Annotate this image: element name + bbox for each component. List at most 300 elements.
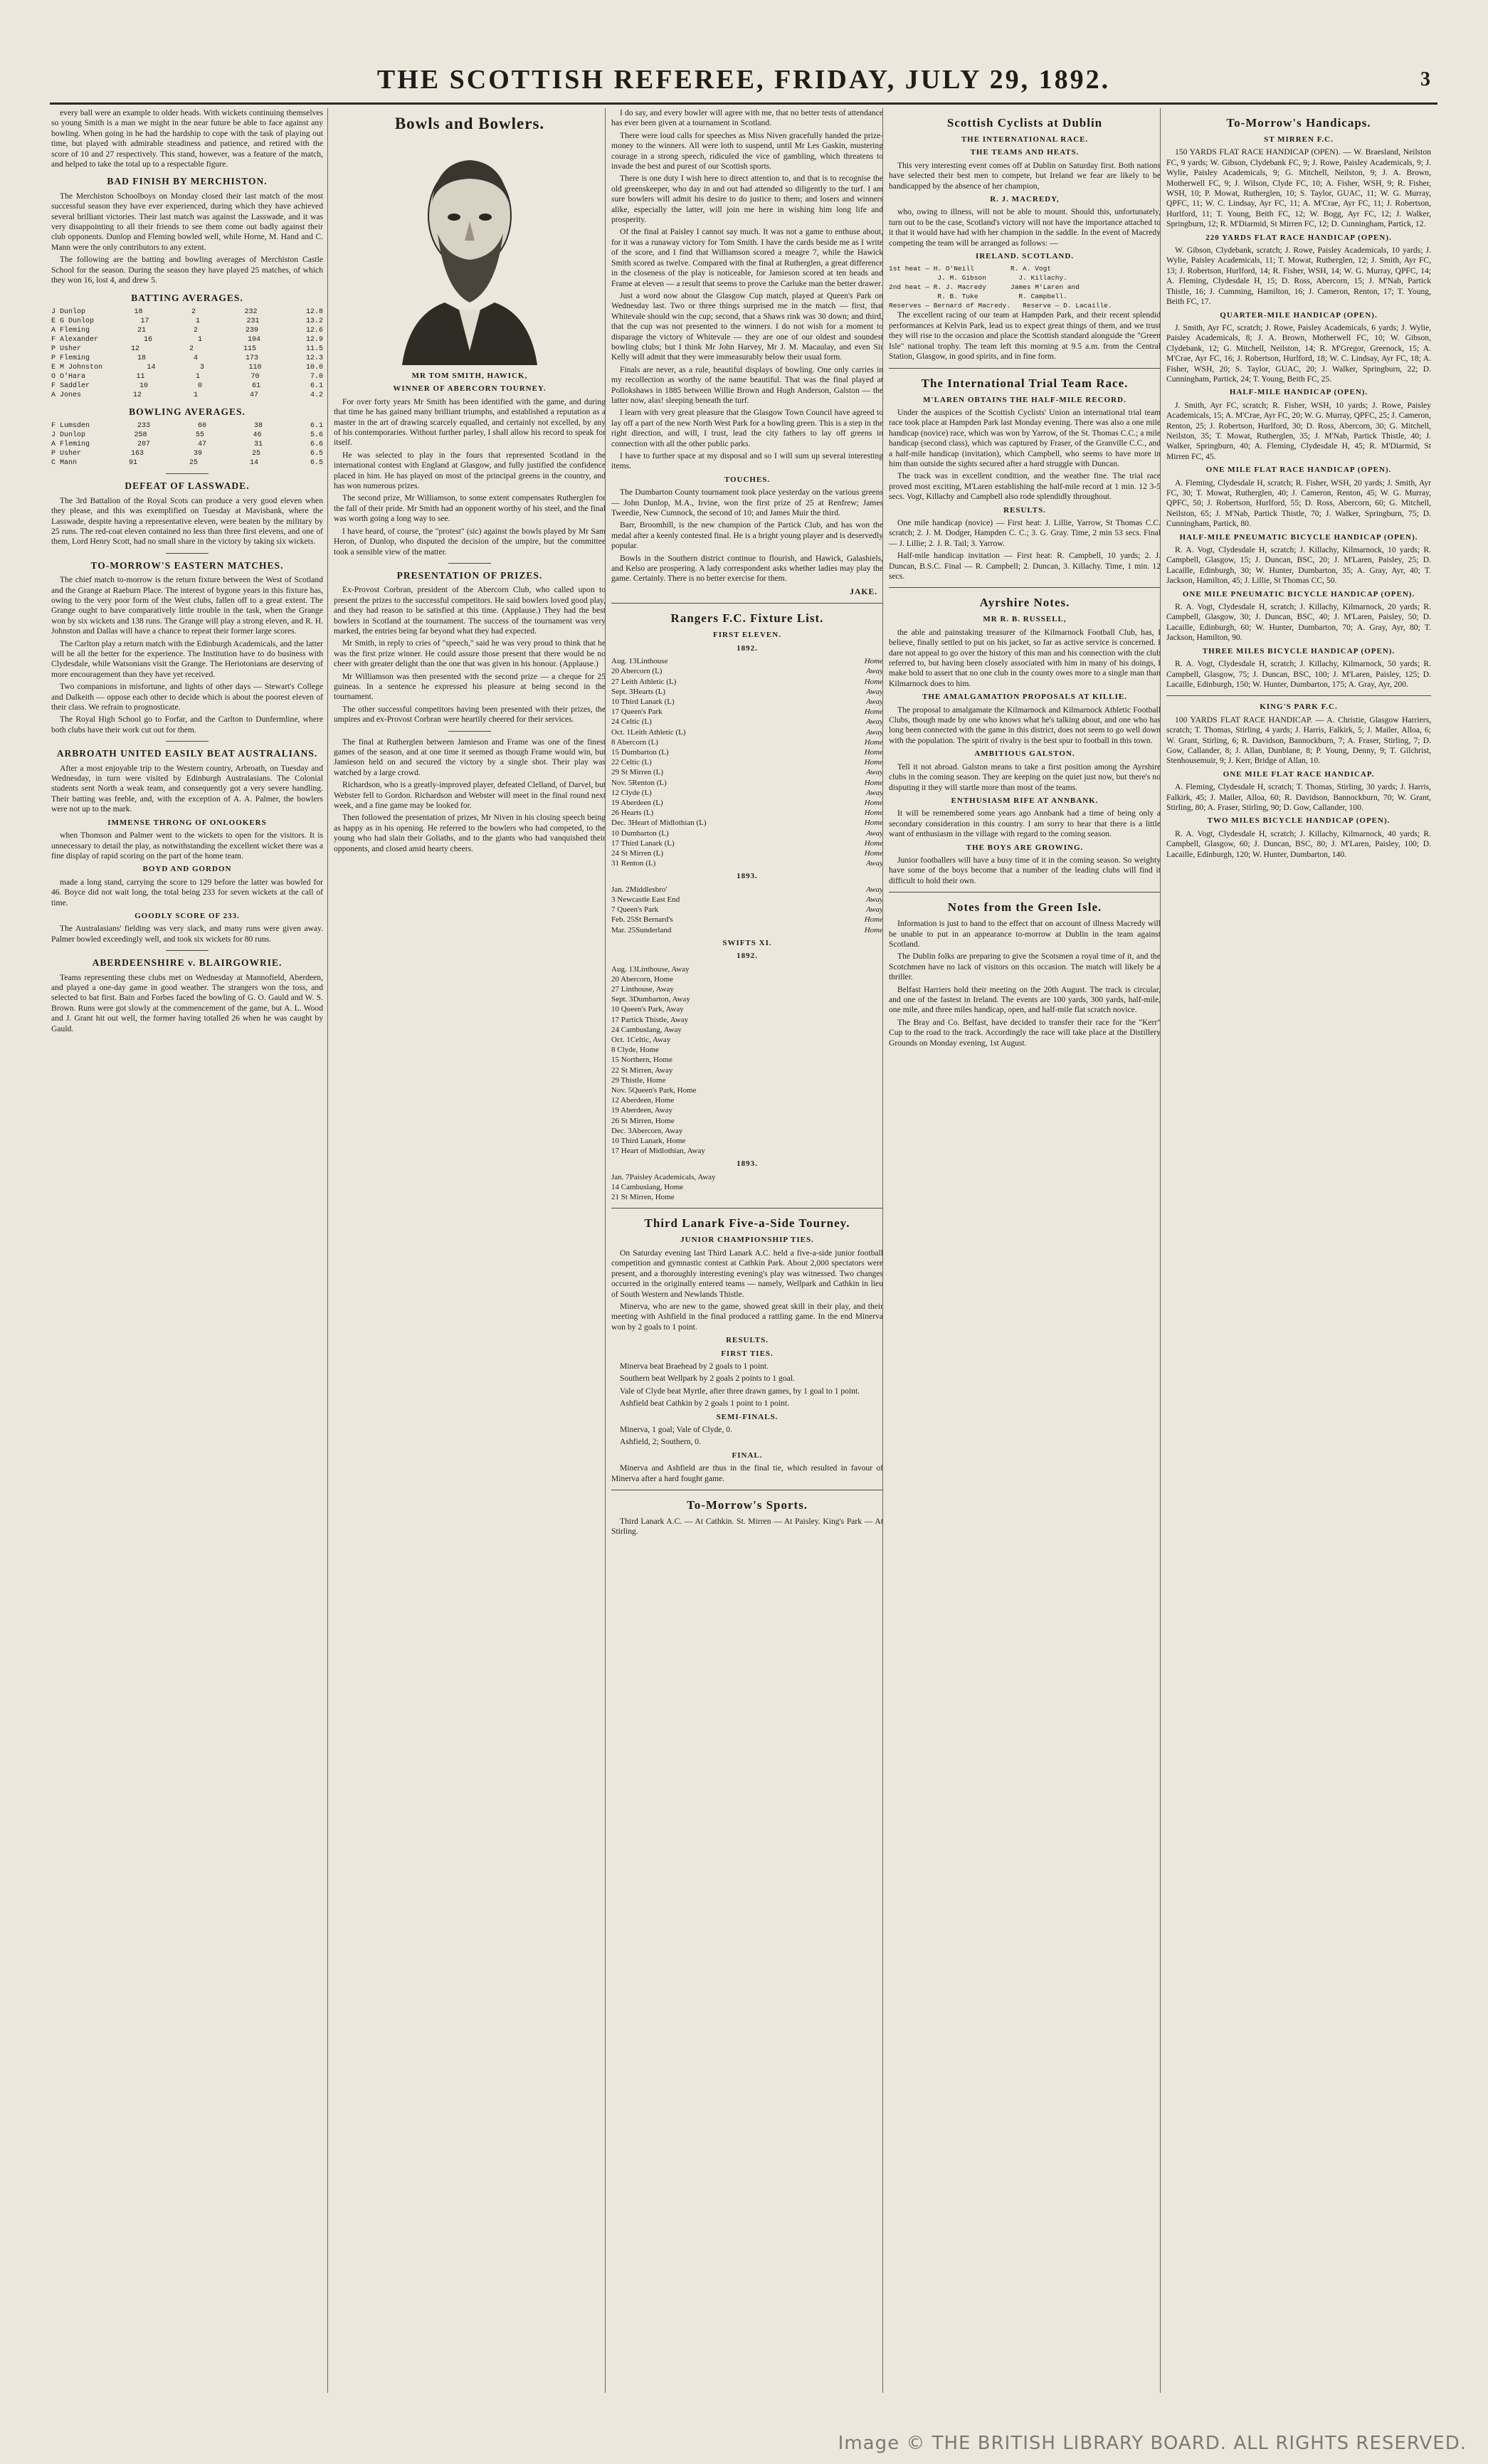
subheading: RESULTS. xyxy=(1003,505,1046,515)
article-paragraph: Mr Williamson was then presented with the second prize — a cheque for 25 guineas. In a sentence he expressed his pleasure at being second in the tournament. xyxy=(334,671,606,702)
year-label: 1893. xyxy=(737,872,758,881)
fixture-row-cell: Away xyxy=(866,717,883,727)
fixture-row-cell: Home xyxy=(864,657,883,666)
fixture-row xyxy=(611,885,883,895)
article-paragraph: Of the final at Paisley I cannot say much. It was not a game to enthuse about, for it was a runaway victory for Tom Smith. I have the cards beside me as I write of the score, and I find that Williamson scored a meagre 7, while the Hawick Smith scored as twelve. Compared with the final at Rutherglen, a great difference in the closeness of the play is noticeable, for Jamieson scored at ten heads and Frame at eleven — a result that seems to prove the Carluke man the better drawer. xyxy=(611,227,883,288)
fixture-row-cell: Away xyxy=(866,859,883,868)
subheading: THE BOYS ARE GROWING. xyxy=(966,843,1084,852)
fixture-row-cell: Away xyxy=(866,905,883,915)
fixture-row-cell: Home xyxy=(864,925,883,934)
article-paragraph: The track was in excellent condition, and the weather fine. The trial race proved most exciting, M'Laren establishing the half-mile record at 1 min. 12 3-5 secs. Vogt, Killachy and Campbell also rode splendidly throughout. xyxy=(889,471,1161,502)
bowling-row-cell: 6.6 xyxy=(310,441,323,449)
fixture-row-cell: Linthouse, Away xyxy=(636,964,690,974)
fixture-row-cell: Home xyxy=(864,915,883,925)
subheading: TWO MILES BICYCLE HANDICAP (OPEN). xyxy=(1207,816,1391,826)
fixture-row xyxy=(611,984,883,994)
subheading: FINAL. xyxy=(732,1451,763,1460)
fixture-row xyxy=(611,707,883,717)
article-paragraph: Junior footballers will have a busy time of it in the coming season. So weighty have some of the boys become that a number of the leading clubs will find it difficult to hold their own. xyxy=(889,855,1161,885)
fixture-row xyxy=(611,666,883,676)
handicap-list: 150 YARDS FLAT RACE HANDICAP (OPEN). — W. Braesland, Neilston FC, 9 yards; W. Gibson, Clydebank FC, 9; J. Rowe, Paisley Academicals, 9; J. Wylie, Paisley Academicals, 9; G. Mitchell, Neilston, 9; J. A. Brown, Motherwell FC, 9; J. Wilson, Clyde FC, 10; A. Fisher, WSH, 9; R. Fisher, WSH, 10; P. Mowat, Rutherglen, 10; S. Taylor, GUAC, 11; W. G. Murray, QPFC, 11; W. C. Lindsay, Ayr FC, 11; A. M'Crae, Ayr FC, 11; J. Robertson, Hurlford, 11; T. Young, Beith FC, 12; W. Bogg, Ayr FC, 12; J. Walker, Springburn, 12; R. M'Diarmid, St Mirren FC, 12; D. Cunningham, Partick, 12. xyxy=(1166,147,1431,229)
subheading: ONE MILE PNEUMATIC BICYCLE HANDICAP (OPEN). xyxy=(1182,589,1415,599)
fixture-row xyxy=(611,1126,883,1136)
batting-row-cell: 6.1 xyxy=(310,381,323,390)
bowling-row xyxy=(51,458,323,468)
result-line: Minerva beat Braehead by 2 goals to 1 point. xyxy=(620,1361,769,1371)
fixture-row xyxy=(611,848,883,858)
subheading: FIRST TIES. xyxy=(721,1349,774,1358)
byline-signature: JAKE. xyxy=(850,586,877,596)
article-paragraph: The Australasians' fielding was very slack, and many runs were given away. Palmer bowled exceedingly well, and took six wickets for 80 runs. xyxy=(51,924,323,944)
article-paragraph: who, owing to illness, will not be able to mount. Should this, unfortunately, turn out to be the case, Scotland's victory will not have the importance attached to it that it would have had with her champion in the saddle. In the event of Macredy competing the team will be arranged as follows: — xyxy=(889,207,1161,248)
batting-row-cell: A Fleming xyxy=(51,326,90,335)
fixture-row-cell: Away xyxy=(866,895,883,904)
fixture-row-cell: Sept. 3 xyxy=(611,995,633,1004)
divider xyxy=(448,563,491,564)
fixture-row-cell: Away xyxy=(866,687,883,696)
article-paragraph: The final at Rutherglen between Jamieson and Frame was one of the finest games of the season, and at one time it seemed as though Frame would win, but Jamieson held on and secured the victory by a single shot. Their play was watched by a large crowd. xyxy=(334,737,606,777)
fixture-row xyxy=(611,915,883,925)
fixture-row-cell: Home xyxy=(864,737,883,747)
article-paragraph: The Carlton play a return match with the Edinburgh Academicals, and the latter will be all the better for the experience. The Institution have to do business with Clydesdale, while Watsonians visit the Grange. The Heriotonians are deserving of more encouragement than they have yet received. xyxy=(51,638,323,679)
handicap-list: R. A. Vogt, Clydesdale H, scratch; J. Killachy, Kilmarnock, 10 yards; R. Campbell, Glasgow, 15; J. Duncan, BSC, 20; J. M'Laren, Paisley, 25; D. Lacaille, Edinburgh, 30; W. Hunter, Dumbarton, 35; A. Gray, Ayr, 40; T. Jackson, Hamilton, 45; J. Lillie, St Thomas CC, 50. xyxy=(1166,545,1431,586)
copyright-footer: Image © THE BRITISH LIBRARY BOARD. ALL RIGHTS RESERVED. xyxy=(838,2433,1467,2454)
batting-row-cell: A Jones xyxy=(51,391,82,399)
article-paragraph: There were loud calls for speeches as Miss Niven gracefully handed the prize-money to the winners. All were loth to suspend, until Mr Les Gaskin, mustering courage in a strong speech, ridiculed the vice of gambling, which threatens to invade the best and purest of our Scottish sports. xyxy=(611,130,883,172)
section-heading: BATTING AVERAGES. xyxy=(131,292,243,303)
masthead-title: THE SCOTTISH REFEREE, FRIDAY, JULY 29, 1892. xyxy=(376,65,1111,95)
divider xyxy=(166,473,209,474)
handicap-list: R. A. Vogt, Clydesdale H, scratch; J. Killachy, Kilmarnock, 50 yards; R. Campbell, Glasgow, 75; J. Duncan, BSC, 100; J. M'Laren, Paisley, 125; D. Lacaille, Edinburgh, 150; W. Hunter, Dumbarton, 175; A. Gray, Ayr, 200. xyxy=(1166,659,1431,689)
fixture-row xyxy=(611,798,883,808)
fixture-row-cell: Away xyxy=(866,667,883,676)
fixture-row-cell: Away xyxy=(866,885,883,894)
fixture-row xyxy=(611,1015,883,1025)
fixture-row-cell: Dec. 3 xyxy=(611,1126,632,1135)
article-heading: Bowls and Bowlers. xyxy=(394,115,545,132)
article-paragraph: Bowls in the Southern district continue to flourish, and Hawick, Galashiels, and Kelso are prospering. A lady correspondent asks whether ladies may play the game. Certainly. There is no better exercise for them. xyxy=(611,553,883,584)
bowling-row-cell: 25 xyxy=(251,450,260,458)
divider xyxy=(1166,695,1431,696)
batting-row-cell: 10.0 xyxy=(305,363,323,372)
article-paragraph: The Bray and Co. Belfast, have decided to transfer their race for the "Kerr" Cup to the road to the track. Accordingly the race will take place at the Distillery Grounds on Monday evening, 1st August. xyxy=(889,1017,1161,1048)
fixture-row-cell: Abercorn, Away xyxy=(631,1126,683,1135)
handicap-list: A. Fleming, Clydesdale H, scratch; R. Fisher, WSH, 20 yards; J. Smith, Ayr FC, 30; T. Mowat, Rutherglen, 40; J. Cameron, Renton, 45; W. G. Murray, QPFC, 50; J. Robertson, Hurlford, 55; D. Ross, Abercorn, 60; G. Mitchell, Neilston, 65; J. M'Nab, Partick Thistle, 70; J. Walker, Springburn, 75; D. Cunningham, Partick, 80. xyxy=(1166,478,1431,529)
bowling-row-cell: 5.6 xyxy=(310,431,323,440)
fixture-row-cell: 17 Queen's Park xyxy=(611,707,663,717)
year-label: 1892. xyxy=(737,952,758,961)
fixture-row xyxy=(611,677,883,687)
fixture-list-first-eleven-1893 xyxy=(611,885,883,935)
fixture-row xyxy=(611,747,883,757)
subheading: SWIFTS XI. xyxy=(722,938,772,947)
bowling-row-cell: 25 xyxy=(189,459,198,468)
batting-row-cell: J Dunlop xyxy=(51,307,86,316)
subheading: FIRST ELEVEN. xyxy=(713,631,781,640)
page-number: 3 xyxy=(1420,68,1430,90)
fixture-row-cell: Home xyxy=(864,677,883,686)
subheading: IMMENSE THRONG OF ONLOOKERS xyxy=(107,818,267,827)
subheading: SEMI-FINALS. xyxy=(716,1412,779,1421)
article-heading: Third Lanark Five-a-Side Tourney. xyxy=(644,1216,850,1231)
article-paragraph: when Thomson and Palmer went to the wickets to open for the visitors. It is unnecessary to detail the play, as notwithstanding the excellent wicket there was a fine display of rapid scoring on the part of the home team. xyxy=(51,831,323,860)
fixture-row-cell: Linthouse xyxy=(636,657,668,666)
fixture-row xyxy=(611,964,883,974)
fixture-row-cell: 20 Abercorn, Home xyxy=(611,974,674,984)
article-paragraph: made a long stand, carrying the score to 129 before the latter was bowled for 46. Boyce did not wait long, the total being 233 for seven wickets at the call of time. xyxy=(51,877,323,907)
section-heading: TO-MORROW'S EASTERN MATCHES. xyxy=(90,559,284,571)
article-paragraph: Two companions in misfortune, and lights of other days — Stewart's College and Dalkeith — oppose each other to decide which is about the poorest eleven of their class. We refrain to prognosticate. xyxy=(51,682,323,712)
article-paragraph: Teams representing these clubs met on Wednesday at Mannofield, Aberdeen, and played a one-day game in good weather. The strangers won the toss, and selected to bat first. Bain and Forbes faced the bowling of G. O. Gauld and W. S. Brown. Runs were got slowly at the commencement of the game, but A. L. Wood and J. Grant hit out well, the former having totalled 26 when he was caught by Gauld. xyxy=(51,972,323,1033)
portrait-caption: MR TOM SMITH, HAWICK, xyxy=(411,372,528,380)
article-paragraph: The excellent racing of our team at Hampden Park, and their recent splendid performances at Kelvin Park, lead us to expect great things of them, and we trust they will rise to the occasion and place the Scottish standard alongside the "Green Isle" national trophy. The team left this morning at 9.5 a.m. from the Central Station, Glasgow, in good spirits, and in fine form. xyxy=(889,310,1161,362)
subheading: ONE MILE FLAT RACE HANDICAP (OPEN). xyxy=(1205,465,1392,475)
fixture-row-cell: Hearts (L) xyxy=(633,687,666,696)
fixture-row xyxy=(611,1085,883,1095)
subheading: THREE MILES BICYCLE HANDICAP (OPEN). xyxy=(1202,646,1395,656)
handicap-list: W. Gibson, Clydebank, scratch; J. Rowe, Paisley Academicals, 10 yards; J. Wylie, Paisley Academicals, 11; T. Mowat, Rutherglen, 12; J. Smith, Ayr FC, 13; J. Robertson, Hurlford, 14; R. Fisher, WSH, 14; W. G. Murray, QPFC, 14; A. Fleming, Clydesdale H, 15; D. Ross, Abercorn, 15; J. M'Nab, Partick Thistle, 16; J. Cumming, Hamilton, 16; J. Cameron, Renton, 17; T. Young, Beith FC, 17. xyxy=(1166,246,1431,307)
fixture-row xyxy=(611,1192,883,1202)
fixture-row-cell: Home xyxy=(864,747,883,757)
batting-row-cell: 1 xyxy=(195,372,200,381)
bowling-row-cell: 6.5 xyxy=(310,450,323,458)
section-heading: ARBROATH UNITED EASILY BEAT AUSTRALIANS. xyxy=(56,748,318,759)
fixture-row-cell: 22 Celtic (L) xyxy=(611,758,652,767)
teams-heading: IRELAND. SCOTLAND. xyxy=(975,252,1075,261)
result-line: Minerva and Ashfield are thus in the final tie, which resulted in favour of Minerva after a hard fought game. xyxy=(611,1463,883,1483)
subheading: QUARTER-MILE HANDICAP (OPEN). xyxy=(1220,310,1378,320)
subheading: R. J. MACREDY, xyxy=(990,195,1060,204)
handicap-list: R. A. Vogt, Clydesdale H, scratch; J. Killachy, Kilmarnock, 40 yards; R. Campbell, Glasgow, 60; J. Duncan, BSC, 80; J. M'Laren, Paisley, 100; D. Lacaille, Edinburgh, 120; W. Hunter, Dumbarton, 140. xyxy=(1166,828,1431,859)
fixture-row xyxy=(611,1182,883,1192)
fixture-row-cell: 21 St Mirren, Home xyxy=(611,1193,675,1202)
batting-table xyxy=(51,307,323,400)
batting-row-cell: 14 xyxy=(147,363,156,372)
section-heading: BOWLING AVERAGES. xyxy=(129,406,246,417)
bowling-row-cell: 47 xyxy=(197,441,206,449)
fixture-row-cell: Home xyxy=(864,798,883,807)
fixture-row-cell: Leith Athletic (L) xyxy=(630,727,686,737)
article-paragraph: The second prize, Mr Williamson, to some extent compensates Rutherglen for the fall of their pride. Mr Smith had an opponent worthy of his steel, and the final was worth going a long way to see. xyxy=(334,493,606,524)
article-paragraph: The Dumbarton County tournament took place yesterday on the various greens — John Dunlop, M.A., Irvine, won the first prize of 25 at Renfrew; James Tweedie, New Cumnock, the second of 10; and James Muir the third. xyxy=(611,488,883,518)
fixture-row-cell: 17 Partick Thistle, Away xyxy=(611,1015,689,1024)
fixture-row xyxy=(611,1116,883,1126)
fixture-row xyxy=(611,1136,883,1146)
handicap-list: R. A. Vogt, Clydesdale H, scratch; J. Killachy, Kilmarnock, 20 yards; R. Campbell, Glasgow, 30; J. Duncan, BSC, 40; J. M'Laren, Paisley, 50; D. Lacaille, Edinburgh, 60; W. Hunter, Dumbarton, 70; A. Gray, Ayr, 80; T. Jackson, Hamilton, 90. xyxy=(1166,602,1431,643)
section-heading: PRESENTATION OF PRIZES. xyxy=(396,569,543,581)
batting-row-cell: 16 xyxy=(143,335,152,344)
article-paragraph: I do say, and every bowler will agree with me, that no better tests of attendance has ever been given at a tournament in Scotland. xyxy=(611,108,883,128)
fixture-row-cell: 22 St Mirren, Away xyxy=(611,1065,673,1075)
fixture-row-cell: 26 Hearts (L) xyxy=(611,809,654,818)
bowling-row xyxy=(51,431,323,440)
batting-row-cell: 13.2 xyxy=(305,317,323,325)
handicap-list: J. Smith, Ayr FC, scratch; R. Fisher, WSH, 10 yards; J. Rowe, Paisley Academicals, 15; A. M'Crae, Ayr FC, 20; W. G. Murray, QPFC, 25; J. Cameron, Renton, 25; J. Robertson, Hurlford, 30; D. Ross, Abercorn, 30; G. Mitchell, Neilston, 35; T. Mowat, Rutherglen, 35; J. M'Nab, Partick Thistle, 40; J. Walker, Springburn, 40; A. Fleming, Clydesdale H, 45; R. M'Diarmid, St Mirren FC, 45. xyxy=(1166,400,1431,461)
article-paragraph: Just a word now about the Glasgow Cup match, played at Queen's Park on Wednesday last. Two or three things surprised me in the match — first, that Whitevale should win the cup; second, that a Shaws rink was 30 down; and third, that the cup was not presented to the winners. I do not wish for a moment to disparage the victory of Whitevale — they are one of our oldest and soundest bowling clubs; but I think Mr John Harvey, Mr J. M. Macaulay, and even Sir Kelly will admit that they were immeasurably below their usual form. xyxy=(611,290,883,362)
subheading: HALF-MILE HANDICAP (OPEN). xyxy=(1229,388,1368,397)
batting-row xyxy=(51,344,323,354)
batting-row xyxy=(51,363,323,372)
section-heading: BAD FINISH BY MERCHISTON. xyxy=(107,176,268,187)
article-paragraph: Barr, Broomhill, is the new champion of the Partick Club, and has won the medal after a keenly contested final. He is a bright young player and is deservedly popular. xyxy=(611,520,883,551)
fixture-row-cell: 14 Cambuslang, Home xyxy=(611,1183,684,1192)
batting-row xyxy=(51,307,323,317)
bowling-row-cell: 6.1 xyxy=(310,422,323,431)
fixture-row xyxy=(611,1045,883,1055)
subheading: THE INTERNATIONAL RACE. xyxy=(961,135,1089,144)
fixture-row xyxy=(611,1004,883,1014)
article-paragraph: Half-mile handicap invitation — First heat: R. Campbell, 10 yards; 2. J. Duncan, B.S.C. Final — R. Campbell; 2. Duncan, 3. Killachy. Time, 1 min. 12 secs. xyxy=(889,551,1161,581)
bowling-row-cell: J Dunlop xyxy=(51,431,86,440)
article-paragraph: He was selected to play in the fours that represented Scotland in the international contest with England at Glasgow, and fully justified the confidence placed in him. He has played on most of the principal greens in the country, and has won numerous prizes. xyxy=(334,450,606,491)
article-paragraph: The Royal High School go to Forfar, and the Carlton to Dunfermline, where both clubs have their work cut out for them. xyxy=(51,715,323,735)
fixture-row-cell: Aug. 13 xyxy=(611,964,637,974)
fixture-row xyxy=(611,656,883,666)
batting-row-cell: 70 xyxy=(250,372,260,381)
divider xyxy=(889,892,1161,893)
article-paragraph: Mr Smith, in reply to cries of "speech," said he was very proud to think that he was the first prize winner. He could assure those present that there would be no cheer with greater delight than the one that was given in his honour. (Applause.) xyxy=(334,638,606,669)
fixture-row xyxy=(611,818,883,828)
team-line: 2nd heat — R. J. Macredy James M'Laren and xyxy=(889,283,1080,292)
article-paragraph: The 3rd Battalion of the Royal Scots can produce a very good eleven when they please, and this was exemplified on Tuesday at Mavisbank, where the Lasswade, despite having a representative eleven, were beaten by the military by 25 runs. The red-coat eleven contained no less than three first elevens, and one of them, Lord Henry Scott, had no small share in the victory by taking six wickets. xyxy=(51,495,323,547)
result-line: Ashfield beat Cathkin by 2 goals 1 point to 1 point. xyxy=(620,1399,789,1409)
article-paragraph: I have heard, of course, the "protest" (sic) against the bowls played by Mr Sam Heron, of Dunlop, who disputed the decision of the umpire, but the committee took a sensible view of the matter. xyxy=(334,526,606,557)
fixture-row xyxy=(611,1035,883,1045)
bowling-row xyxy=(51,421,323,431)
batting-row xyxy=(51,391,323,400)
fixture-row-cell: Celtic, Away xyxy=(630,1036,671,1045)
fixture-row-cell: 27 Leith Athletic (L) xyxy=(611,677,677,686)
fixture-row-cell: Home xyxy=(864,838,883,848)
subheading: THE TEAMS AND HEATS. xyxy=(970,148,1080,157)
subheading: BOYD AND GORDON xyxy=(142,865,232,874)
fixture-row-cell: 7 Queen's Park xyxy=(611,905,659,915)
subheading: M'LAREN OBTAINS THE HALF-MILE RECORD. xyxy=(923,395,1126,404)
fixture-row-cell: Home xyxy=(864,707,883,717)
fixture-row xyxy=(611,1025,883,1035)
fixture-row xyxy=(611,727,883,737)
fixture-row xyxy=(611,757,883,767)
article-paragraph: The chief match to-morrow is the return fixture between the West of Scotland and the Grange at Raeburn Place. The interest of bygone years in this fixture has, owing to the very poor form of the West clubs, fallen off to a great extent. The Grange ought to have comparatively little trouble in the task, when the Grange won by six wickets and 138 runs. The Grange will play a strong eleven, and R. H. Johnston and Dallas will have a chance to repeat their former large scores. xyxy=(51,575,323,636)
fixture-row-cell: Oct. 1 xyxy=(611,1036,630,1045)
fixture-row-cell: Dumbarton, Away xyxy=(633,995,690,1004)
fixture-row-cell: Away xyxy=(866,697,883,706)
fixture-row xyxy=(611,697,883,707)
divider xyxy=(889,587,1161,588)
divider xyxy=(166,950,209,951)
subheading: TOUCHES. xyxy=(724,475,771,484)
fixture-row-cell: Nov. 5 xyxy=(611,778,633,787)
fixture-row-cell: Jan. 2 xyxy=(611,885,630,894)
fixture-row xyxy=(611,1146,883,1156)
fixture-row-cell: Mar. 25 xyxy=(611,925,636,934)
article-paragraph: Third Lanark A.C. — At Cathkin. St. Mirren — At Paisley. King's Park — At Stirling. xyxy=(611,1517,883,1537)
batting-row-cell: 2 xyxy=(189,344,194,353)
team-line: R. B. Tuke R. Campbell. xyxy=(889,293,1067,301)
column-bowls xyxy=(327,108,606,2393)
fixture-row xyxy=(611,974,883,984)
fixture-row-cell: 20 Abercorn (L) xyxy=(611,667,663,676)
batting-row-cell: 10 xyxy=(139,381,148,390)
fixture-row-cell: 26 St Mirren, Home xyxy=(611,1116,675,1125)
fixture-row-cell: Dec. 3 xyxy=(611,818,632,828)
fixture-row xyxy=(611,767,883,777)
fixture-row-cell: Sunderland xyxy=(635,925,672,934)
result-line: Vale of Clyde beat Myrtle, after three drawn games, by 1 goal to 1 point. xyxy=(620,1386,860,1396)
fixture-row xyxy=(611,737,883,747)
batting-row-cell: 61 xyxy=(251,381,260,390)
fixture-row-cell: 24 Cambuslang, Away xyxy=(611,1025,682,1034)
batting-row-cell: E M Johnston xyxy=(51,363,103,372)
article-heading: Rangers F.C. Fixture List. xyxy=(670,611,824,626)
article-paragraph: Then followed the presentation of prizes, Mr Niven in his closing speech being as happy as in his opening. He referred to the bowlers who had competed, to the young who had slain their Goliaths, and to the giants who had vanquished their opponents, and closed amid hearty cheers. xyxy=(334,813,606,853)
fixture-row-cell: Nov. 5 xyxy=(611,1086,633,1095)
batting-row xyxy=(51,372,323,381)
fixture-row-cell: Aug. 13 xyxy=(611,657,637,666)
batting-row-cell: 231 xyxy=(246,317,260,325)
fixture-row xyxy=(611,858,883,868)
batting-row-cell: 4.2 xyxy=(310,391,323,399)
fixture-row-cell: Sept. 3 xyxy=(611,687,633,696)
batting-row-cell: 173 xyxy=(245,354,258,362)
batting-row xyxy=(51,326,323,335)
batting-row-cell: 12 xyxy=(130,344,139,353)
article-paragraph: I have to further space at my disposal and so I will sum up several interesting items. xyxy=(611,451,883,471)
batting-row-cell: F Saddler xyxy=(51,381,90,390)
batting-row-cell: 12 xyxy=(132,391,142,399)
subheading: THE AMALGAMATION PROPOSALS AT KILLIE. xyxy=(922,693,1127,702)
article-heading: Scottish Cyclists at Dublin xyxy=(946,116,1103,130)
result-line: Ashfield, 2; Southern, 0. xyxy=(620,1437,701,1447)
fixture-row-cell: Middlesbro' xyxy=(629,885,668,894)
batting-row-cell: 11 xyxy=(136,372,145,381)
bowling-row-cell: C Mann xyxy=(51,459,78,468)
article-paragraph: It will be remembered some years ago Annbank had a time of being only a secondary consideration in this country. I am sorry to hear that there is a little want of enthusiasm in the village with regard to the coming season. xyxy=(889,809,1161,839)
article-paragraph: One mile handicap (novice) — First heat: J. Lillie, Yarrow, St Thomas C.C. scratch; 2. J. M. Dodger, Hampden C. C.; 3. G. Gray. Time, 2 min 53 secs. Final — J. Lillie; 2. J. R. Tail; 3. Yarrow. xyxy=(889,517,1161,548)
fixture-row-cell: 31 Renton (L) xyxy=(611,859,656,868)
fixture-row xyxy=(611,895,883,905)
article-paragraph: After a most enjoyable trip to the Western country, Arbroath, on Tuesday and Wednesday, in turn were visited by Edinburgh Australasians. The Colonial students sent North a weak team, and consequently got a very severe handling. Their batting was feeble, and, with the exception of A. A. Palmer, the bowlers were not up to the mark. xyxy=(51,763,323,814)
team-line: J. M. Gibson J. Killachy. xyxy=(889,274,1067,283)
batting-row-cell: 47 xyxy=(249,391,258,399)
fixture-row-cell: Home xyxy=(864,848,883,858)
fixture-row xyxy=(611,1172,883,1182)
divider xyxy=(889,368,1161,369)
batting-row-cell: 18 xyxy=(137,354,146,362)
handicap-list: 100 YARDS FLAT RACE HANDICAP. — A. Christie, Glasgow Harriers, scratch; T. Thomas, Stirling, 4 yards; J. Harris, Falkirk, 5; J. Mailer, Alloa, 6; W. Grant, Stirling, 6; R. Davidson, Bannockburn, 7; A. Fraser, Stirling, 7; D. Gow, Callander, 8; J. Allan, Dunblane, 8; P. Young, Denny, 9; T. Gilchrist, Stenhousemuir, 9; J. Kerr, Bridge of Allan, 10. xyxy=(1166,715,1431,766)
bowling-row-cell: 91 xyxy=(128,459,137,468)
fixture-row xyxy=(611,994,883,1004)
bowling-row-cell: 207 xyxy=(137,441,150,449)
article-paragraph: every ball were an example to older heads. With wickets continuing themselves so young Smith is a man we might in the near future be able to face against any bowling. When going in he had the hardship to cope with the task of playing out time, but played with admirable steadiness and patience, and retired with the score of 10 and 27 respectively. This stand, however, was a feature of the match, and helped to take the total up to a respectable figure. xyxy=(51,108,323,169)
fixture-row-cell: 15 Northern, Home xyxy=(611,1055,672,1065)
fixture-row-cell: 29 Thistle, Home xyxy=(611,1075,666,1085)
fixture-row-cell: 19 Aberdeen (L) xyxy=(611,798,663,807)
article-heading: Notes from the Green Isle. xyxy=(947,900,1102,915)
teams-table xyxy=(889,264,1161,310)
fixture-row-cell: 10 Queen's Park, Away xyxy=(611,1005,684,1014)
fixture-row-cell: 8 Abercorn (L) xyxy=(611,737,658,747)
subheading: JUNIOR CHAMPIONSHIP TIES. xyxy=(680,1236,814,1245)
bowling-row-cell: 6.5 xyxy=(310,459,323,468)
fixture-row xyxy=(611,1065,883,1075)
divider xyxy=(611,603,883,604)
fixture-row-cell: 10 Dumbarton (L) xyxy=(611,828,669,838)
fixture-list-swifts xyxy=(611,964,883,1157)
fixture-row xyxy=(611,687,883,697)
section-heading: ABERDEENSHIRE v. BLAIRGOWRIE. xyxy=(92,957,283,969)
subheading: ENTHUSIASM RIFE AT ANNBANK. xyxy=(951,796,1099,805)
article-paragraph: The other successful competitors having been presented with their prizes, the umpires and ex-Provost Corbran were heartily cheered for their services. xyxy=(334,704,606,725)
fixture-row-cell: Home xyxy=(864,758,883,767)
subheading: GOODLY SCORE OF 233. xyxy=(134,911,240,920)
fixture-row-cell: Away xyxy=(866,727,883,737)
divider xyxy=(166,741,209,742)
bowling-row-cell: 38 xyxy=(253,422,263,431)
subheading: AMBITIOUS GALSTON. xyxy=(974,749,1075,759)
result-line: Southern beat Wellpark by 2 goals 2 points to 1 goal. xyxy=(620,1374,795,1384)
bowling-row-cell: 46 xyxy=(253,431,262,440)
fixture-row-cell: Home xyxy=(864,818,883,828)
team-line: Reserves — Bernard of Macredy. Reserve — D. Lacaille. xyxy=(889,302,1112,310)
article-heading: To-Morrow's Sports. xyxy=(686,1498,808,1512)
batting-row xyxy=(51,354,323,363)
team-line: 1st heat — H. O'Neill R. A. Vogt xyxy=(889,265,1052,273)
batting-row-cell: 1 xyxy=(195,317,200,325)
batting-row-cell: 17 xyxy=(140,317,149,325)
divider xyxy=(166,553,209,554)
article-paragraph: I learn with very great pleasure that the Glasgow Town Council have agreed to lay off a part of the new North West Park for a bowling green. This is a step in the right direction, and will, I trust, lead the city fathers to lay off greens in connection with all the other public parks. xyxy=(611,408,883,448)
fixture-row xyxy=(611,925,883,935)
batting-row-cell: 7.0 xyxy=(310,372,323,381)
fixture-row-cell: 15 Dumbarton (L) xyxy=(611,747,669,757)
bowling-row-cell: 39 xyxy=(193,450,202,458)
batting-row-cell: 18 xyxy=(134,307,143,316)
fixture-row xyxy=(611,1055,883,1065)
article-paragraph: For over forty years Mr Smith has been identified with the game, and during that time he has gained many brilliant triumphs, and established a reputation as a master in the art of drawing scarcely equalled, and certainly not excelled, by any of his contemporaries. Without further parley, I shall allow his record to speak for itself. xyxy=(334,396,606,448)
batting-row-cell: 115 xyxy=(243,344,256,353)
bowling-row-cell: 55 xyxy=(195,431,204,440)
batting-row-cell: 11.5 xyxy=(305,344,323,353)
article-paragraph: This very interesting event comes off at Dublin on Saturday first. Both nations have selected their best men to compete, but Ireland we fear are likely to be handicapped by the absence of her champion, xyxy=(889,160,1161,191)
subheading: 220 YARDS FLAT RACE HANDICAP (OPEN). xyxy=(1205,233,1392,242)
fixture-row xyxy=(611,808,883,818)
fixture-row-cell: 19 Aberdeen, Away xyxy=(611,1106,673,1115)
fixture-row-cell: Renton (L) xyxy=(632,778,667,787)
column-cricket xyxy=(51,108,323,2393)
masthead xyxy=(50,64,1437,105)
fixture-row-cell: 27 Linthouse, Away xyxy=(611,985,674,994)
fixture-row-cell: 3 Newcastle East End xyxy=(611,895,680,904)
fixture-row-cell: Away xyxy=(866,788,883,797)
article-paragraph: The Dublin folks are preparing to give the Scotsmen a royal time of it, and the Scotchmen have no lack of visitors on this occasion. The match will likely be a thriller. xyxy=(889,952,1161,982)
article-paragraph: The following are the batting and bowling averages of Merchiston Castle School for the season. During the season they have played 25 matches, of which they won 16, lost 4, and drew 5. xyxy=(51,255,323,285)
batting-row-cell: 3 xyxy=(199,363,204,372)
fixture-row-cell: 17 Heart of Midlothian, Away xyxy=(611,1147,705,1156)
batting-row-cell: 2 xyxy=(191,307,196,316)
article-paragraph: Under the auspices of the Scottish Cyclists' Union an international trial team race took place at Hampden Park last Monday evening. There was also a one mile handicap (novice) race, which was won by Yarrow, of the St. Thomas C.C.; a mile handicap (second class), which was captured by Fraser, of the Granville C.C., and a half-mile handicap (invitation), which Campbell, who seems to have more in him than outside the sights secured after a hard struggle with Duncan. xyxy=(889,407,1161,468)
fixture-row xyxy=(611,778,883,788)
portrait-caption-sub: WINNER OF ABERCORN TOURNEY. xyxy=(393,384,547,394)
bowling-row-cell: P Usher xyxy=(51,450,82,458)
fixture-row xyxy=(611,1095,883,1105)
fixture-row-cell: Heart of Midlothian (L) xyxy=(631,818,707,828)
article-paragraph: Ex-Provost Corbran, president of the Abercorn Club, who called upon to present the prizes to the successful competitors. He said bowlers loved good play, and they had reason to be satisfied at this time. (Applause.) They had the best bowlers in Scotland at the tournament. The success of the tournament was very marked, the entries being far beyond what they had expected. xyxy=(334,585,606,636)
handicap-list: A. Fleming, Clydesdale H, scratch; T. Thomas, Stirling, 30 yards; J. Harris, Falkirk, 45; J. Mailer, Alloa, 60; R. Davidson, Bannockburn, 70; W. Grant, Stirling, 80; A. Fraser, Stirling, 90; D. Gow, Callander, 100. xyxy=(1166,782,1431,812)
fixture-row-cell: 24 Celtic (L) xyxy=(611,717,652,727)
article-heading: Ayrshire Notes. xyxy=(979,596,1070,610)
fixture-row-cell: 17 Third Lanark (L) xyxy=(611,838,675,848)
